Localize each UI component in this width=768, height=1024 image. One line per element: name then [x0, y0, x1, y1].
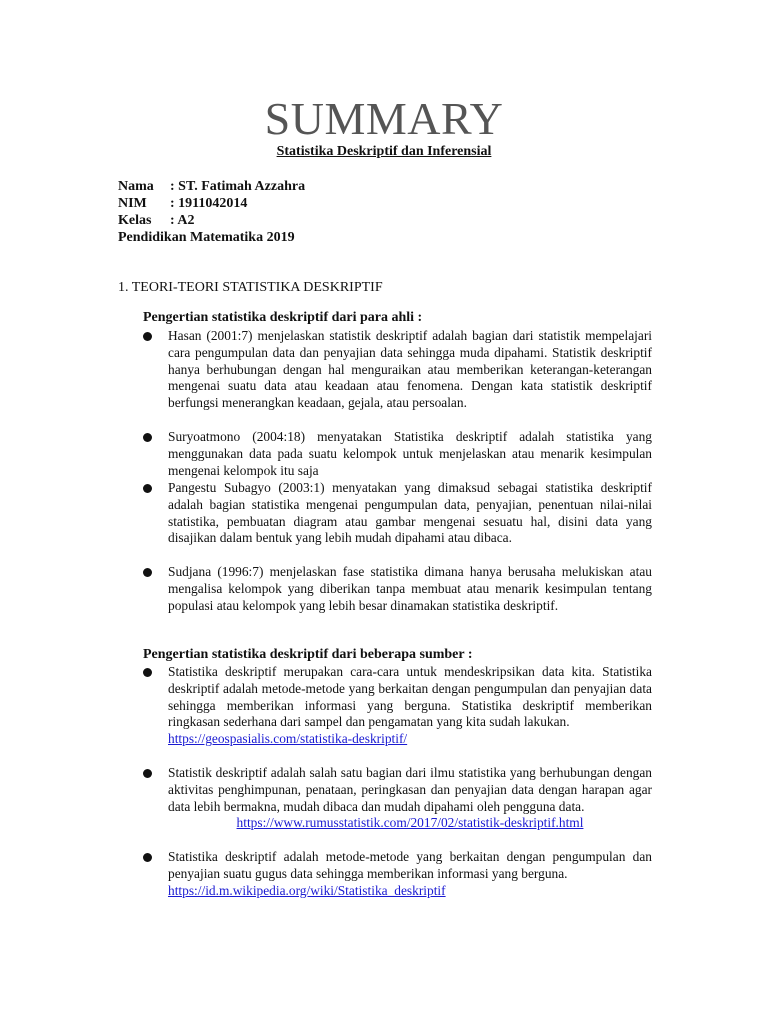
page-title: SUMMARY: [264, 93, 504, 144]
bullet-icon: [143, 433, 152, 442]
list-item-text: Suryoatmono (2004:18) menyatakan Statistika deskriptif adalah statistika yang menggunakan data pada suatu kelompok untuk menjelaskan atau menarik kesimpulan mengenai kelompok itu saja: [168, 429, 652, 478]
list-item: [143, 328, 652, 429]
student-info: [118, 178, 305, 246]
program-name: Pendidikan Matematika 2019: [118, 230, 295, 245]
experts-list: [143, 328, 652, 632]
list-item-text: Hasan (2001:7) menjelaskan statistik deskriptif adalah bagian dari statistik mempelajari cara pengumpulan data dan penyajian data sehingga muda dipahami. Statistik deskriptif hanya berhubungan dengan hal menguraikan atau memberikan keterangan-keterangan mengenai suatu data atau keadaan atau fenomena. Dengan kata statistik deskriptif berfungsi menerangkan keadaan, gejala, atau persoalan.: [168, 328, 652, 411]
nim-value: : 1911042014: [170, 196, 248, 211]
nim-row: [118, 195, 305, 212]
list-item-text: Sudjana (1996:7) menjelaskan fase statistika dimana hanya berusaha melukiskan atau mengalisa kelompok yang diberikan tanpa membuat atau menarik kesimpulan tentang populasi atau kelompok yang lebih besar dinamakan statistika deskriptif.: [168, 564, 652, 613]
source-link[interactable]: https://id.m.wikipedia.org/wiki/Statistika_deskriptif: [168, 882, 446, 898]
list-item-text: Statistika deskriptif adalah metode-metode yang berkaitan dengan pengumpulan dan penyajian suatu gugus data sehingga memberikan informasi yang berguna.: [168, 849, 652, 881]
sources-list: [143, 664, 652, 917]
nim-label: NIM: [118, 196, 147, 211]
name-value: : ST. Fatimah Azzahra: [170, 179, 306, 194]
bullet-icon: [143, 853, 152, 862]
kelas-value: : A2: [170, 213, 195, 228]
list-item-text: Pangestu Subagyo (2003:1) menyatakan yang dimaksud sebagai statistika deskriptif adalah bagian statistika mengenai pengumpulan data, penyajian, penentuan nilai-nilai statistika, pembuatan diagram atau gambar mengenai sesuatu hal, disini data yang disajikan dalam bentuk yang lebih mudah dipahami atau dibaca.: [168, 480, 652, 546]
list-item: [143, 564, 652, 632]
section-title: 1. TEORI-TEORI STATISTIKA DESKRIPTIF: [118, 280, 383, 295]
list-item: [143, 765, 652, 849]
source-link[interactable]: https://geospasialis.com/statistika-deskriptif/: [168, 731, 408, 747]
list-item-text: Statistik deskriptif adalah salah satu bagian dari ilmu statistika yang berhubungan dengan aktivitas penghimpunan, penataan, peringkasan dan penyajian data dengan harapan agar data lebih bermakna, mudah dibaca dan mudah dipahami oleh pengguna data.: [168, 765, 652, 814]
sources-heading: Pengertian statistika deskriptif dari beberapa sumber :: [143, 647, 473, 662]
bullet-icon: [143, 769, 152, 778]
kelas-label: Kelas: [118, 213, 152, 228]
name-label: Nama: [118, 179, 154, 194]
bullet-icon: [143, 484, 152, 493]
list-item-text: Statistika deskriptif merupakan cara-cara untuk mendeskripsikan data kita. Statistika deskriptif adalah metode-metode yang berkaitan dengan pengumpulan dan penyajian data sehingga memberikan informasi yang berguna. Statistika deskriptif memberikan ringkasan sederhana dari sampel dan pengamatan yang kita sudah lakukan.: [168, 664, 652, 730]
list-item: [143, 664, 652, 765]
experts-heading: Pengertian statistika deskriptif dari para ahli :: [143, 310, 423, 325]
list-item: [143, 480, 652, 564]
bullet-icon: [143, 668, 152, 677]
bullet-icon: [143, 332, 152, 341]
page-subtitle: Statistika Deskriptif dan Inferensial: [276, 144, 492, 159]
bullet-icon: [143, 568, 152, 577]
list-item: [143, 849, 652, 917]
kelas-row: [118, 212, 305, 229]
list-item: [143, 429, 652, 480]
source-link[interactable]: https://www.rumusstatistik.com/2017/02/statistik-deskriptif.html: [236, 815, 584, 831]
name-row: [118, 178, 305, 195]
